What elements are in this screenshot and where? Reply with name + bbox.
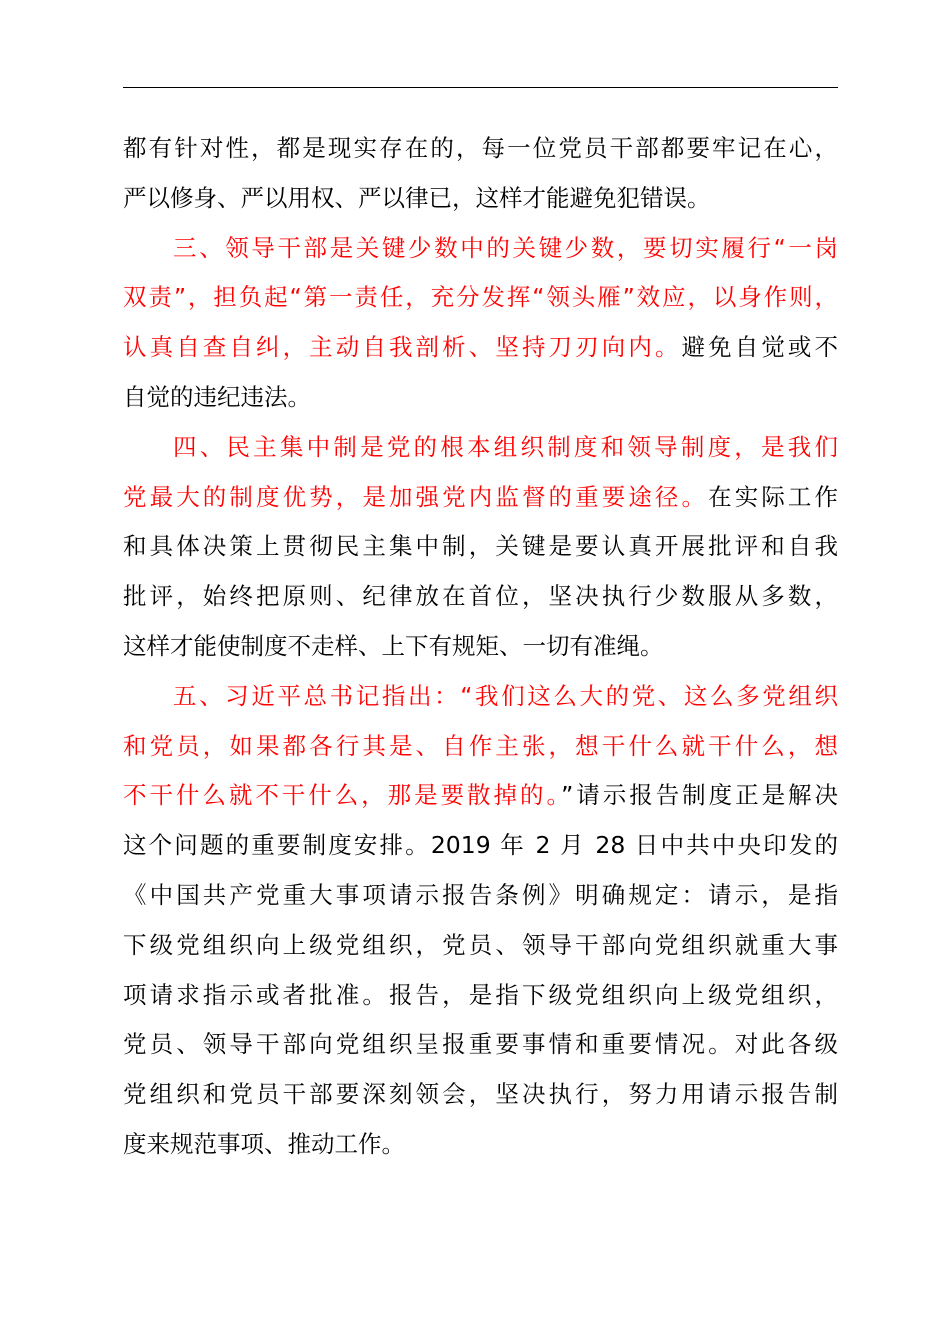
body-text: 项请求指示或者批准。报告，是指下级党组织向上级党组织， — [123, 980, 838, 1009]
text-line — [123, 423, 838, 473]
text-line — [123, 622, 838, 672]
body-text: 度来规范事项、推动工作。 — [123, 1129, 405, 1158]
text-line — [123, 672, 838, 722]
text-line — [123, 473, 838, 523]
highlighted-text: 党最大的制度优势，是加强党内监督的重要途径。 — [123, 482, 709, 511]
body-text: 批评，始终把原则、纪律放在首位，坚决执行少数服从多数， — [123, 582, 838, 611]
body-text: 这个问题的重要制度安排。2019 年 2 月 28 日中共中央印发的 — [123, 831, 838, 860]
highlighted-text: 双责”，担负起“第一责任，充分发挥“领头雁”效应，以身作则， — [123, 283, 838, 312]
document-body — [123, 124, 838, 1170]
body-text: 严以修身、严以用权、严以律已，这样才能避免犯错误。 — [123, 183, 711, 212]
text-line — [123, 1070, 838, 1120]
body-text: ”请示报告制度正是解决 — [561, 781, 838, 810]
text-line — [123, 572, 838, 622]
body-text: 和具体决策上贯彻民主集中制，关键是要认真开展批评和自我 — [123, 532, 838, 561]
text-line — [123, 921, 838, 971]
text-line — [123, 722, 838, 772]
body-text: 这样才能使制度不走样、上下有规矩、一切有准绳。 — [123, 631, 664, 660]
highlighted-text: 五、习近平总书记指出：“我们这么大的党、这么多党组织 — [173, 681, 838, 710]
highlighted-text: 认真自查自纠，主动自我剖析、坚持刀刃向内。 — [123, 333, 682, 362]
highlighted-text: 三、领导干部是关键少数中的关键少数，要切实履行“一岗 — [173, 233, 838, 262]
highlighted-text: 和党员，如果都各行其是、自作主张，想干什么就干什么，想 — [123, 731, 838, 760]
body-text: 下级党组织向上级党组织，党员、领导干部向党组织就重大事 — [123, 930, 838, 959]
body-text: 在实际工作 — [708, 482, 839, 511]
text-line — [123, 1120, 838, 1170]
text-line — [123, 1020, 838, 1070]
text-line — [123, 224, 838, 274]
text-line — [123, 821, 838, 871]
text-line — [123, 323, 838, 373]
text-line — [123, 273, 838, 323]
text-line — [123, 373, 838, 423]
text-line — [123, 971, 838, 1021]
body-text: 避免自觉或不 — [681, 333, 839, 362]
body-text: 党员、领导干部向党组织呈报重要事情和重要情况。对此各级 — [123, 1030, 838, 1059]
text-line — [123, 871, 838, 921]
body-text: 自觉的违纪违法。 — [123, 382, 311, 411]
text-line — [123, 124, 838, 174]
body-text: 都有针对性，都是现实存在的，每一位党员干部都要牢记在心， — [123, 134, 838, 162]
highlighted-text: 四、民主集中制是党的根本组织制度和领导制度，是我们 — [173, 432, 838, 461]
body-text: 《中国共产党重大事项请示报告条例》明确规定：请示，是指 — [123, 880, 838, 909]
text-line — [123, 771, 838, 821]
body-text: 党组织和党员干部要深刻领会，坚决执行，努力用请示报告制 — [123, 1080, 838, 1109]
highlighted-text: 不干什么就不干什么，那是要散掉的。 — [123, 781, 562, 810]
header-rule — [123, 87, 838, 88]
text-line — [123, 522, 838, 572]
text-line — [123, 174, 838, 224]
